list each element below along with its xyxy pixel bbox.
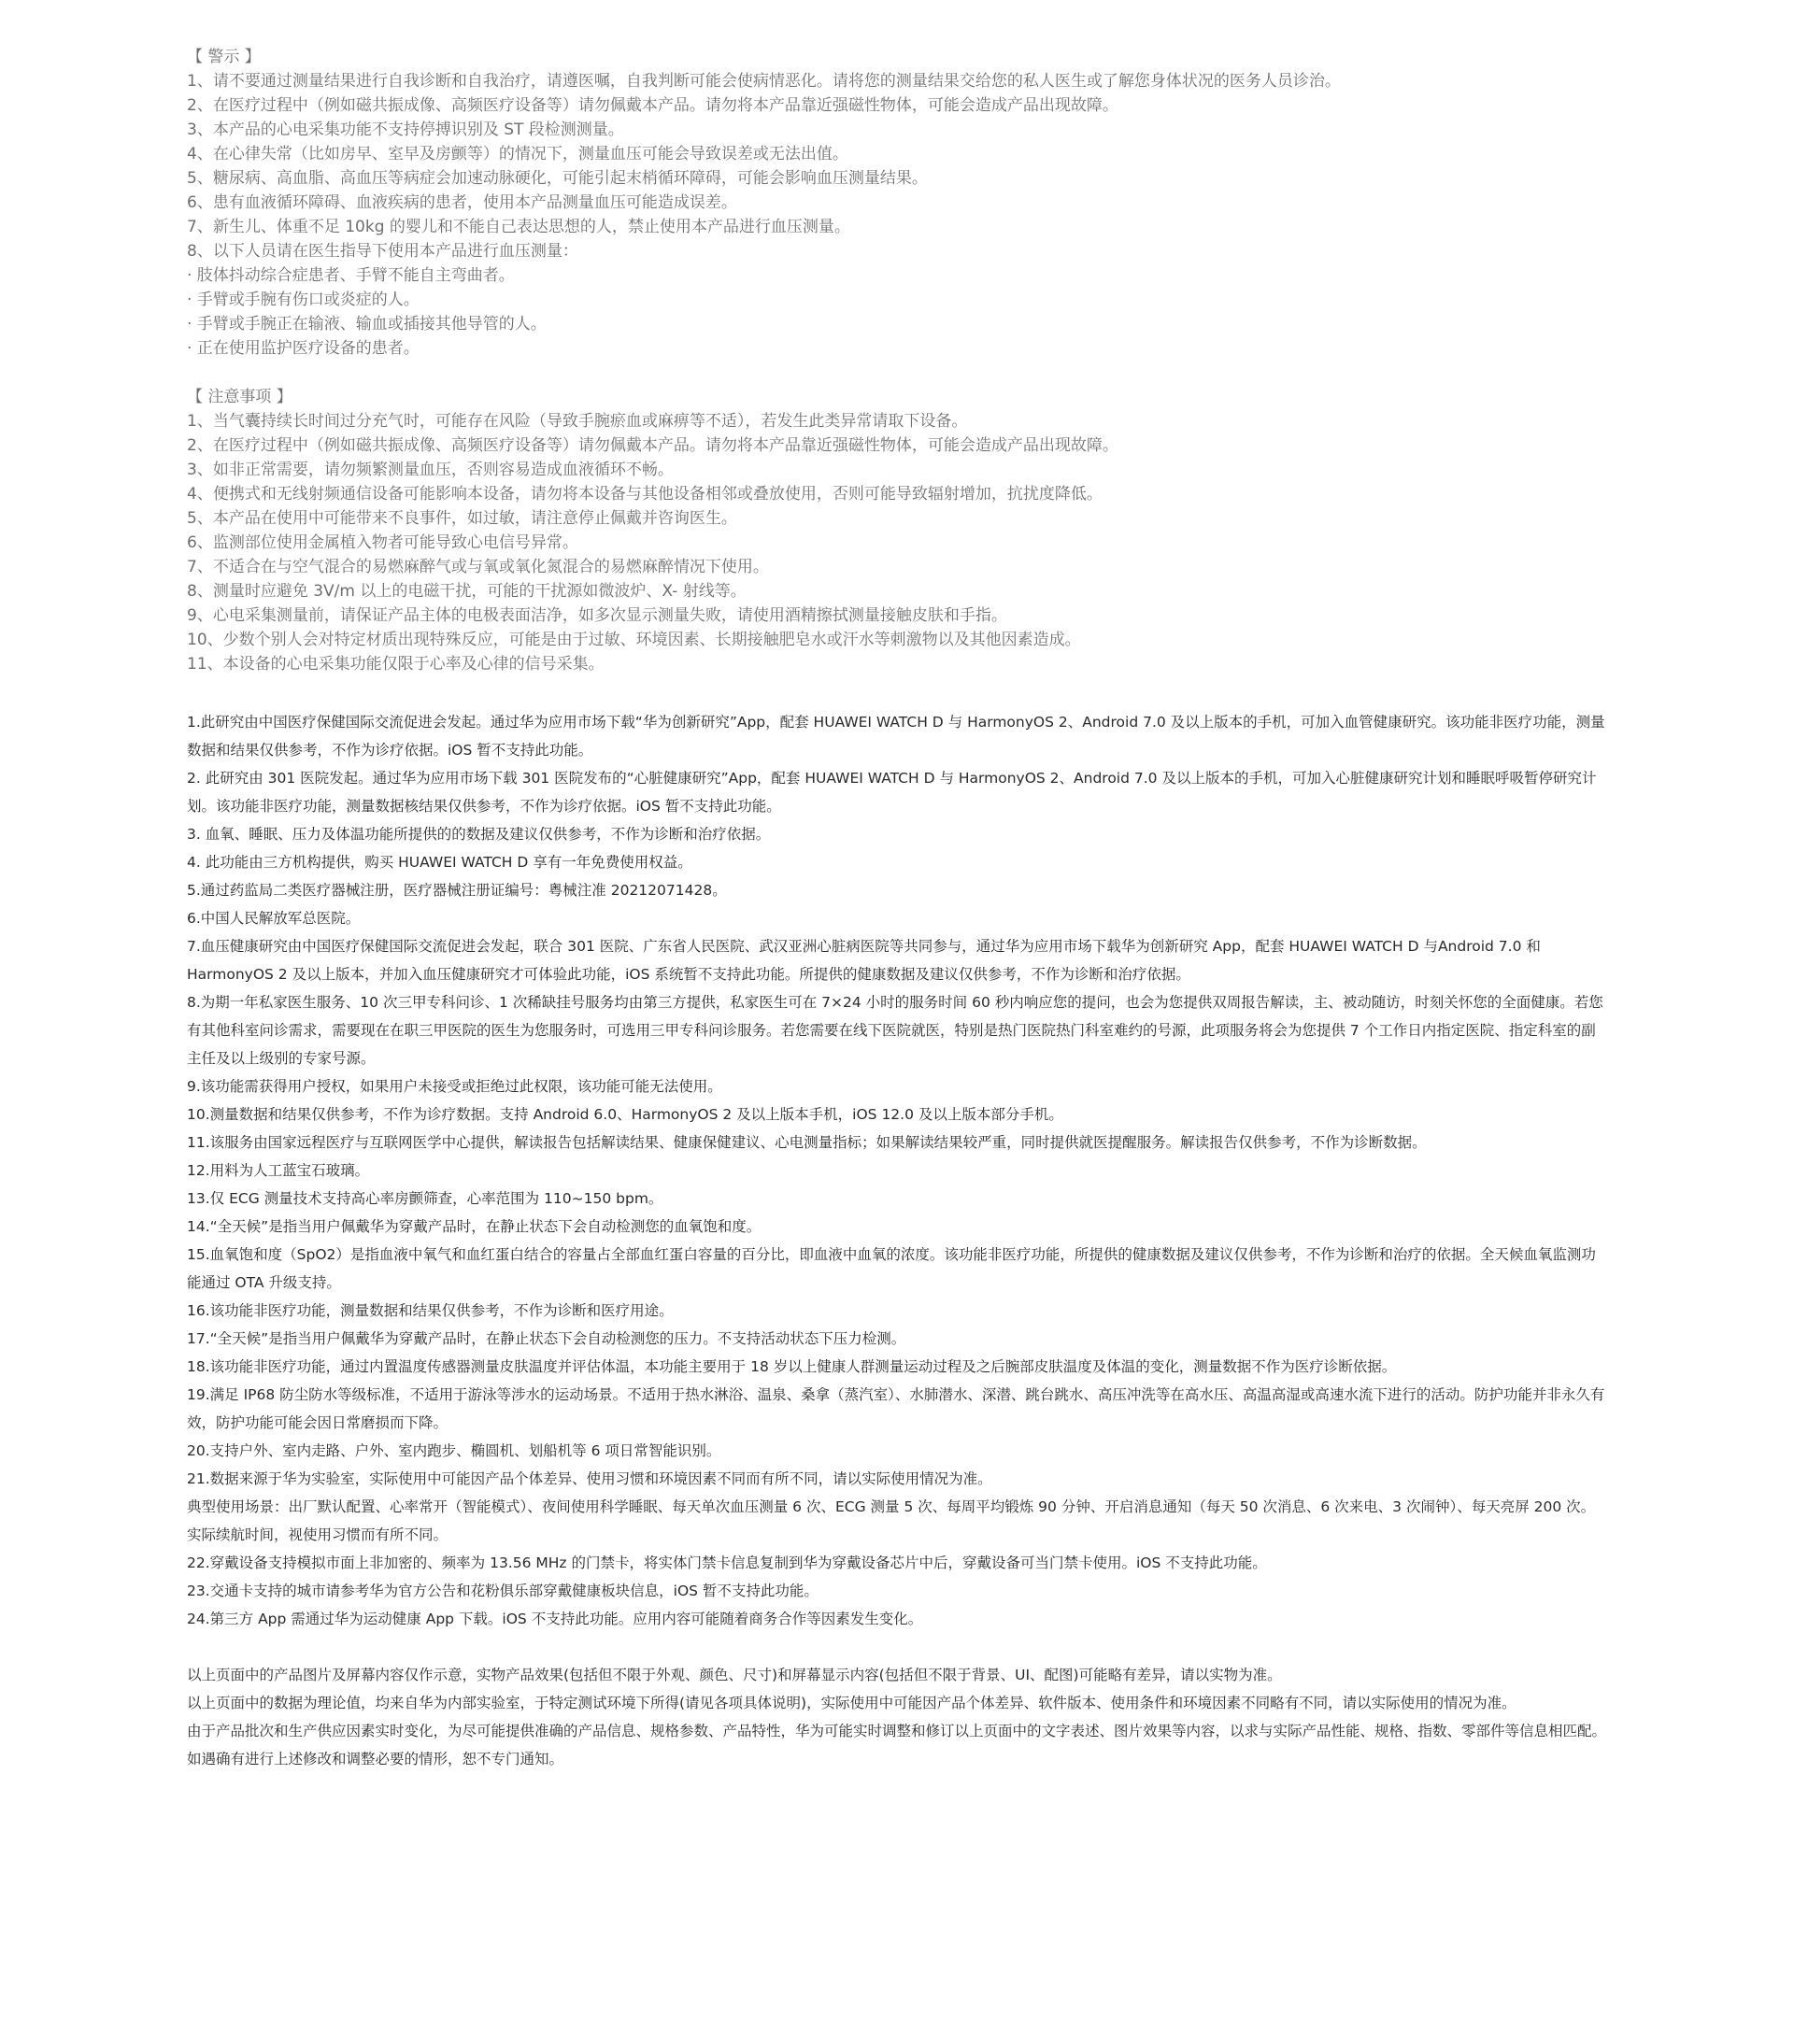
footnote: 6.中国人民解放军总医院。 bbox=[187, 910, 361, 927]
footnote: 15.血氧饱和度（SpO2）是指血液中氧气和血红蛋白结合的容量占全部血红蛋白容量的百分比，即血液中血氧的浓度。该功能非医疗功能，所提供的健康数据及建议仅供参考，不作为诊断和治疗的依据。全天候血氧监测功能通过 OTA 升级支持。 bbox=[187, 1246, 1596, 1291]
precaution-item: 2、在医疗过程中（例如磁共振成像、高频医疗设备等）请勿佩戴本产品。请勿将本产品靠近强磁性物体，可能会造成产品出现故障。 bbox=[187, 436, 1118, 455]
warning-item: 7、新生儿、体重不足 10kg 的婴儿和不能自己表达思想的人，禁止使用本产品进行血压测量。 bbox=[187, 218, 850, 236]
footnote: 13.仅 ECG 测量技术支持高心率房颤筛查，心率范围为 110~150 bpm。 bbox=[187, 1190, 663, 1207]
precautions-title: 【 注意事项 】 bbox=[187, 388, 292, 406]
footnote: 8.为期一年私家医生服务、10 次三甲专科问诊、1 次稀缺挂号服务均由第三方提供，私家医生可在 7×24 小时的服务时间 60 秒内响应您的提问，也会为您提供双周报告解读，主、被动随访，时刻关怀您的全面健康。若您有其他科室问诊需求，需要现在在职三甲医院的医生为您服务时，可选用三甲专科问诊服务。若您需要在线下医院就医，特别是热门医院热门科室难约的号源，此项服务将会为您提供 7 个工作日内指定医院、指定科室的副主任及以上级别的专家号源。 bbox=[187, 994, 1603, 1067]
footnote: 21.数据来源于华为实验室，实际使用中可能因产品个体差异、使用习惯和环境因素不同而有所不同，请以实际使用情况为准。 bbox=[187, 1470, 992, 1487]
footnote: 3. 血氧、睡眠、压力及体温功能所提供的的数据及建议仅供参考，不作为诊断和治疗依据。 bbox=[187, 826, 771, 843]
footnote: 24.第三方 App 需通过华为运动健康 App 下载。iOS 不支持此功能。应用内容可能随着商务合作等因素发生变化。 bbox=[187, 1611, 923, 1627]
footnote: 23.交通卡支持的城市请参考华为官方公告和花粉俱乐部穿戴健康板块信息，iOS 暂不支持此功能。 bbox=[187, 1583, 819, 1599]
precaution-item: 3、如非正常需要，请勿频繁测量血压，否则容易造成血液循环不畅。 bbox=[187, 461, 674, 479]
precaution-item: 4、便携式和无线射频通信设备可能影响本设备，请勿将本设备与其他设备相邻或叠放使用，否则可能导致辐射增加，抗扰度降低。 bbox=[187, 485, 1103, 504]
footnote: 19.满足 IP68 防尘防水等级标准，不适用于游泳等涉水的运动场景。不适用于热水淋浴、温泉、桑拿（蒸汽室）、水肺潜水、深潜、跳台跳水、高压冲洗等在高水压、高温高湿或高速水流下进行的活动。防护功能并非永久有效，防护功能可能会因日常磨损而下降。 bbox=[187, 1386, 1605, 1431]
warning-item: 1、请不要通过测量结果进行自我诊断和自我治疗，请遵医嘱，自我判断可能会使病情恶化。请将您的测量结果交给您的私人医生或了解您身体状况的医务人员诊治。 bbox=[187, 72, 1341, 91]
precautions-section bbox=[187, 385, 1607, 676]
footnote: 1.此研究由中国医疗保健国际交流促进会发起。通过华为应用市场下载“华为创新研究”App，配套 HUAWEI WATCH D 与 HarmonyOS 2、Android 7.0 及以上版本的手机，可加入血管健康研究。该功能非医疗功能，测量数据和结果仅供参考，不作为诊疗依据。iOS 暂不支持此功能。 bbox=[187, 714, 1605, 759]
warning-item: 4、在心律失常（比如房早、室早及房颤等）的情况下，测量血压可能会导致误差或无法出值。 bbox=[187, 145, 848, 163]
footnote-usage-scenario: 典型使用场景：出厂默认配置、心率常开（智能模式）、夜间使用科学睡眠、每天单次血压测量 6 次、ECG 测量 5 次、每周平均锻炼 90 分钟、开启消息通知（每天 50 次消息、6 次来电、3 次闹钟）、每天亮屏 200 次。实际续航时间，视使用习惯而有所不同。 bbox=[187, 1498, 1596, 1543]
footnote: 7.血压健康研究由中国医疗保健国际交流促进会发起，联合 301 医院、广东省人民医院、武汉亚洲心脏病医院等共同参与，通过华为应用市场下载华为创新研究 App，配套 HUAWEI WATCH D 与Android 7.0 和 HarmonyOS 2 及以上版本，并加入血压健康研究才可体验此功能，iOS 系统暂不支持此功能。所提供的健康数据及建议仅供参考，不作为诊断和治疗依据。 bbox=[187, 938, 1541, 983]
footnote: 16.该功能非医疗功能，测量数据和结果仅供参考，不作为诊断和医疗用途。 bbox=[187, 1302, 674, 1319]
disclaimer-section bbox=[187, 1661, 1607, 1773]
footnote: 2. 此研究由 301 医院发起。通过华为应用市场下载 301 医院发布的“心脏健康研究”App，配套 HUAWEI WATCH D 与 HarmonyOS 2、Android 7.0 及以上版本的手机，可加入心脏健康研究计划和睡眠呼吸暂停研究计划。该功能非医疗功能，测量数据核结果仅供参考，不作为诊疗依据。iOS 暂不支持此功能。 bbox=[187, 770, 1597, 815]
precaution-item: 10、少数个别人会对特定材质出现特殊反应，可能是由于过敏、环境因素、长期接触肥皂水或汗水等刺激物以及其他因素造成。 bbox=[187, 631, 1081, 649]
warning-item: 6、患有血液循环障碍、血液疾病的患者，使用本产品测量血压可能造成误差。 bbox=[187, 193, 737, 212]
footnote: 18.该功能非医疗功能，通过内置温度传感器测量皮肤温度并评估体温，本功能主要用于 18 岁以上健康人群测量运动过程及之后腕部皮肤温度及体温的变化，测量数据不作为医疗诊断依据。 bbox=[187, 1358, 1397, 1375]
footnote: 20.支持户外、室内走路、户外、室内跑步、椭圆机、划船机等 6 项日常智能识别。 bbox=[187, 1442, 721, 1459]
warning-item: 2、在医疗过程中（例如磁共振成像、高频医疗设备等）请勿佩戴本产品。请勿将本产品靠近强磁性物体，可能会造成产品出现故障。 bbox=[187, 96, 1118, 115]
warnings-title: 【 警示 】 bbox=[187, 48, 261, 66]
precaution-item: 9、心电采集测量前，请保证产品主体的电极表面洁净，如多次显示测量失败，请使用酒精擦拭测量接触皮肤和手指。 bbox=[187, 606, 1007, 625]
precaution-item: 6、监测部位使用金属植入物者可能导致心电信号异常。 bbox=[187, 533, 578, 552]
warnings-section bbox=[187, 45, 1607, 361]
footnote: 14.“全天候”是指当用户佩戴华为穿戴产品时，在静止状态下会自动检测您的血氧饱和度。 bbox=[187, 1218, 762, 1235]
footnote: 11.该服务由国家远程医疗与互联网医学中心提供，解读报告包括解读结果、健康保健建议、心电测量指标；如果解读结果较严重，同时提供就医提醒服务。解读报告仅供参考，不作为诊断数据。 bbox=[187, 1134, 1427, 1151]
precaution-item: 7、不适合在与空气混合的易燃麻醉气或与氧或氧化氮混合的易燃麻醉情况下使用。 bbox=[187, 558, 769, 576]
disclaimer-line: 由于产品批次和生产供应因素实时变化，为尽可能提供准确的产品信息、规格参数、产品特性，华为可能实时调整和修订以上页面中的文字表述、图片效果等内容，以求与实际产品性能、规格、指数、零部件等信息相匹配。 bbox=[187, 1723, 1607, 1739]
footnote: 4. 此功能由三方机构提供，购买 HUAWEI WATCH D 享有一年免费使用权益。 bbox=[187, 854, 692, 871]
warning-item: 3、本产品的心电采集功能不支持停搏识别及 ST 段检测测量。 bbox=[187, 121, 624, 139]
footnote: 9.该功能需获得用户授权，如果用户未接受或拒绝过此权限，该功能可能无法使用。 bbox=[187, 1078, 722, 1095]
disclaimer-line: 如遇确有进行上述修改和调整必要的情形，恕不专门通知。 bbox=[187, 1751, 564, 1767]
warning-subitem: · 肢体抖动综合症患者、手臂不能自主弯曲者。 bbox=[187, 266, 515, 285]
footnote: 12.用料为人工蓝宝石玻璃。 bbox=[187, 1162, 370, 1179]
footnotes-section bbox=[187, 708, 1607, 1633]
disclaimer-line: 以上页面中的数据为理论值，均来自华为内部实验室，于特定测试环境下所得(请见各项具体说明)，实际使用中可能因产品个体差异、软件版本、使用条件和环境因素不同略有不同，请以实际使用的情况为准。 bbox=[187, 1695, 1516, 1711]
warning-item: 5、糖尿病、高血脂、高血压等病症会加速动脉硬化，可能引起末梢循环障碍，可能会影响血压测量结果。 bbox=[187, 169, 928, 188]
footnote: 5.通过药监局二类医疗器械注册，医疗器械注册证编号：粤械注准 20212071428。 bbox=[187, 882, 727, 899]
warning-item: 8、以下人员请在医生指导下使用本产品进行血压测量： bbox=[187, 242, 578, 261]
footnote: 10.测量数据和结果仅供参考，不作为诊疗数据。支持 Android 6.0、HarmonyOS 2 及以上版本手机，iOS 12.0 及以上版本部分手机。 bbox=[187, 1106, 1063, 1123]
footnotes-page bbox=[187, 45, 1607, 1773]
footnote: 22.穿戴设备支持模拟市面上非加密的、频率为 13.56 MHz 的门禁卡，将实体门禁卡信息复制到华为穿戴设备芯片中后，穿戴设备可当门禁卡使用。iOS 不支持此功能。 bbox=[187, 1554, 1267, 1571]
precaution-item: 11、本设备的心电采集功能仅限于心率及心律的信号采集。 bbox=[187, 655, 605, 674]
warning-subitem: · 正在使用监护医疗设备的患者。 bbox=[187, 339, 420, 358]
precaution-item: 5、本产品在使用中可能带来不良事件，如过敏，请注意停止佩戴并咨询医生。 bbox=[187, 509, 737, 528]
precaution-item: 8、测量时应避免 3V/m 以上的电磁干扰，可能的干扰源如微波炉、X- 射线等。 bbox=[187, 582, 747, 601]
footnote: 17.“全天候”是指当用户佩戴华为穿戴产品时，在静止状态下会自动检测您的压力。不支持活动状态下压力检测。 bbox=[187, 1330, 906, 1347]
disclaimer-line: 以上页面中的产品图片及屏幕内容仅作示意，实物产品效果(包括但不限于外观、颜色、尺寸)和屏幕显示内容(包括但不限于背景、UI、配图)可能略有差异，请以实物为准。 bbox=[187, 1667, 1282, 1683]
precaution-item: 1、当气囊持续长时间过分充气时，可能存在风险（导致手腕瘀血或麻痹等不适），若发生此类异常请取下设备。 bbox=[187, 412, 968, 431]
warning-subitem: · 手臂或手腕正在输液、输血或插接其他导管的人。 bbox=[187, 315, 547, 334]
warning-subitem: · 手臂或手腕有伤口或炎症的人。 bbox=[187, 291, 420, 309]
